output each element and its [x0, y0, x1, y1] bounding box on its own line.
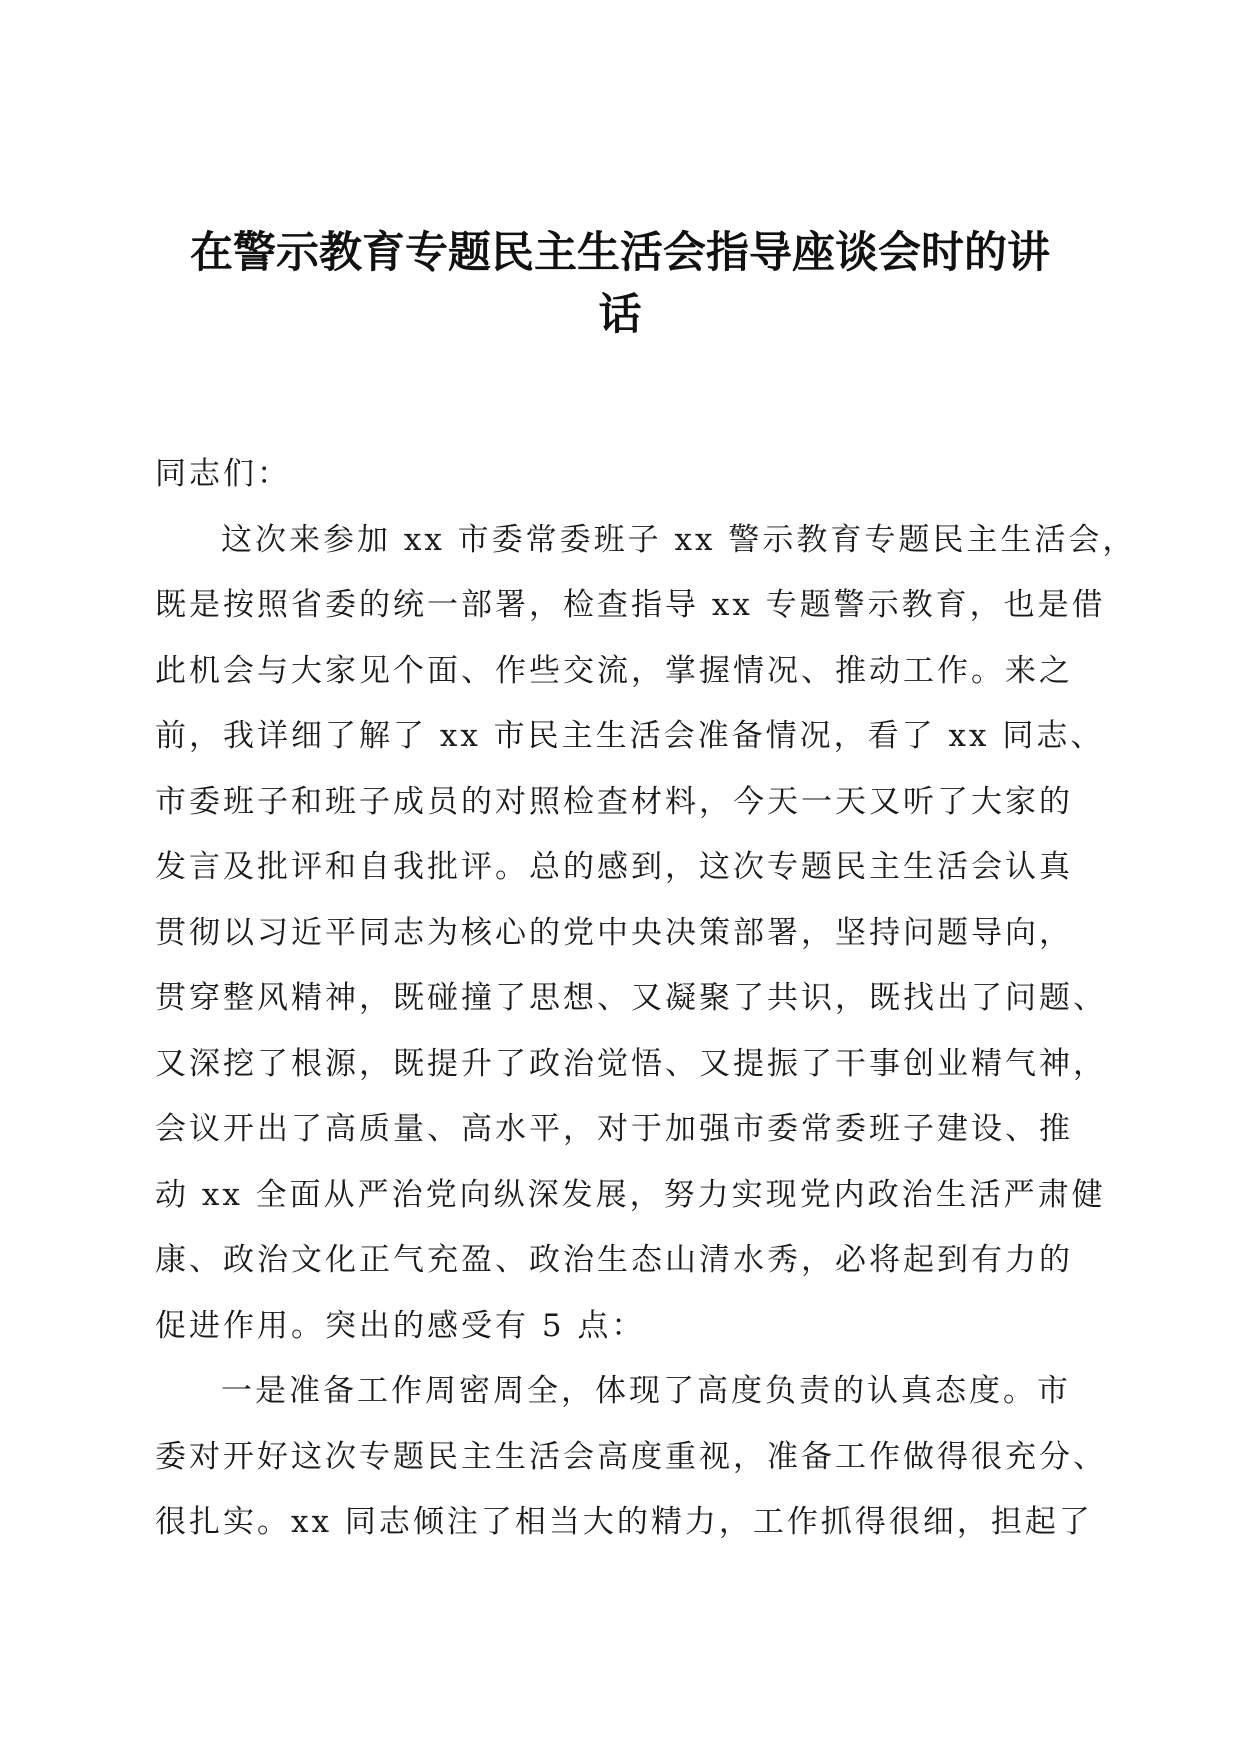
paragraph-2-line: 很扎实。xx 同志倾注了相当大的精力，工作抓得很细，担起了	[155, 1504, 1093, 1540]
document-body	[155, 442, 1137, 1556]
paragraph-1-line: 此机会与大家见个面、作些交流，掌握情况、推动工作。来之	[155, 652, 1073, 689]
paragraph-1-line: 贯穿整风精神，既碰撞了思想、又凝聚了共识，既找出了问题、	[155, 980, 1107, 1016]
paragraph-1-line: 前，我详细了解了 xx 市民主生活会准备情况，看了 xx 同志、	[155, 718, 1105, 754]
paragraph-1-line: 会议开出了高质量、高水平，对于加强市委常委班子建设、推	[155, 1111, 1073, 1147]
paragraph-1-line: 市委班子和班子成员的对照检查材料，今天一天又听了大家的	[155, 783, 1073, 820]
paragraph-1-line: 动 xx 全面从严治党向纵深发展，努力实现党内政治生活严肃健	[155, 1176, 1106, 1213]
paragraph-2	[155, 1359, 1107, 1556]
paragraph-2-line: 一是准备工作周密周全，体现了高度负责的认真态度。市	[221, 1373, 1071, 1409]
salutation: 同志们：	[155, 456, 291, 492]
paragraph-1-line: 这次来参加 xx 市委常委班子 xx 警示教育专题民主生活会，	[221, 521, 1137, 558]
document-title	[155, 222, 1085, 346]
paragraph-2-line: 委对开好这次专题民主生活会高度重视，准备工作做得很充分、	[155, 1438, 1107, 1475]
paragraph-1-line: 促进作用。突出的感受有 5 点：	[155, 1307, 646, 1344]
paragraph-1	[155, 508, 1137, 1360]
paragraph-1-line: 既是按照省委的统一部署，检查指导 xx 专题警示教育，也是借	[155, 587, 1106, 623]
title-line-2: 话	[598, 290, 642, 340]
paragraph-1-line: 又深挖了根源，既提升了政治觉悟、又提振了干事创业精气神，	[155, 1045, 1107, 1082]
title-line-1: 在警示教育专题民主生活会指导座谈会时的讲	[190, 228, 1050, 278]
paragraph-1-line: 发言及批评和自我批评。总的感到，这次专题民主生活会认真	[155, 849, 1073, 885]
paragraph-1-line: 康、政治文化正气充盈、政治生态山清水秀，必将起到有力的	[155, 1242, 1073, 1278]
paragraph-1-line: 贯彻以习近平同志为核心的党中央决策部署，坚持问题导向，	[155, 914, 1073, 951]
